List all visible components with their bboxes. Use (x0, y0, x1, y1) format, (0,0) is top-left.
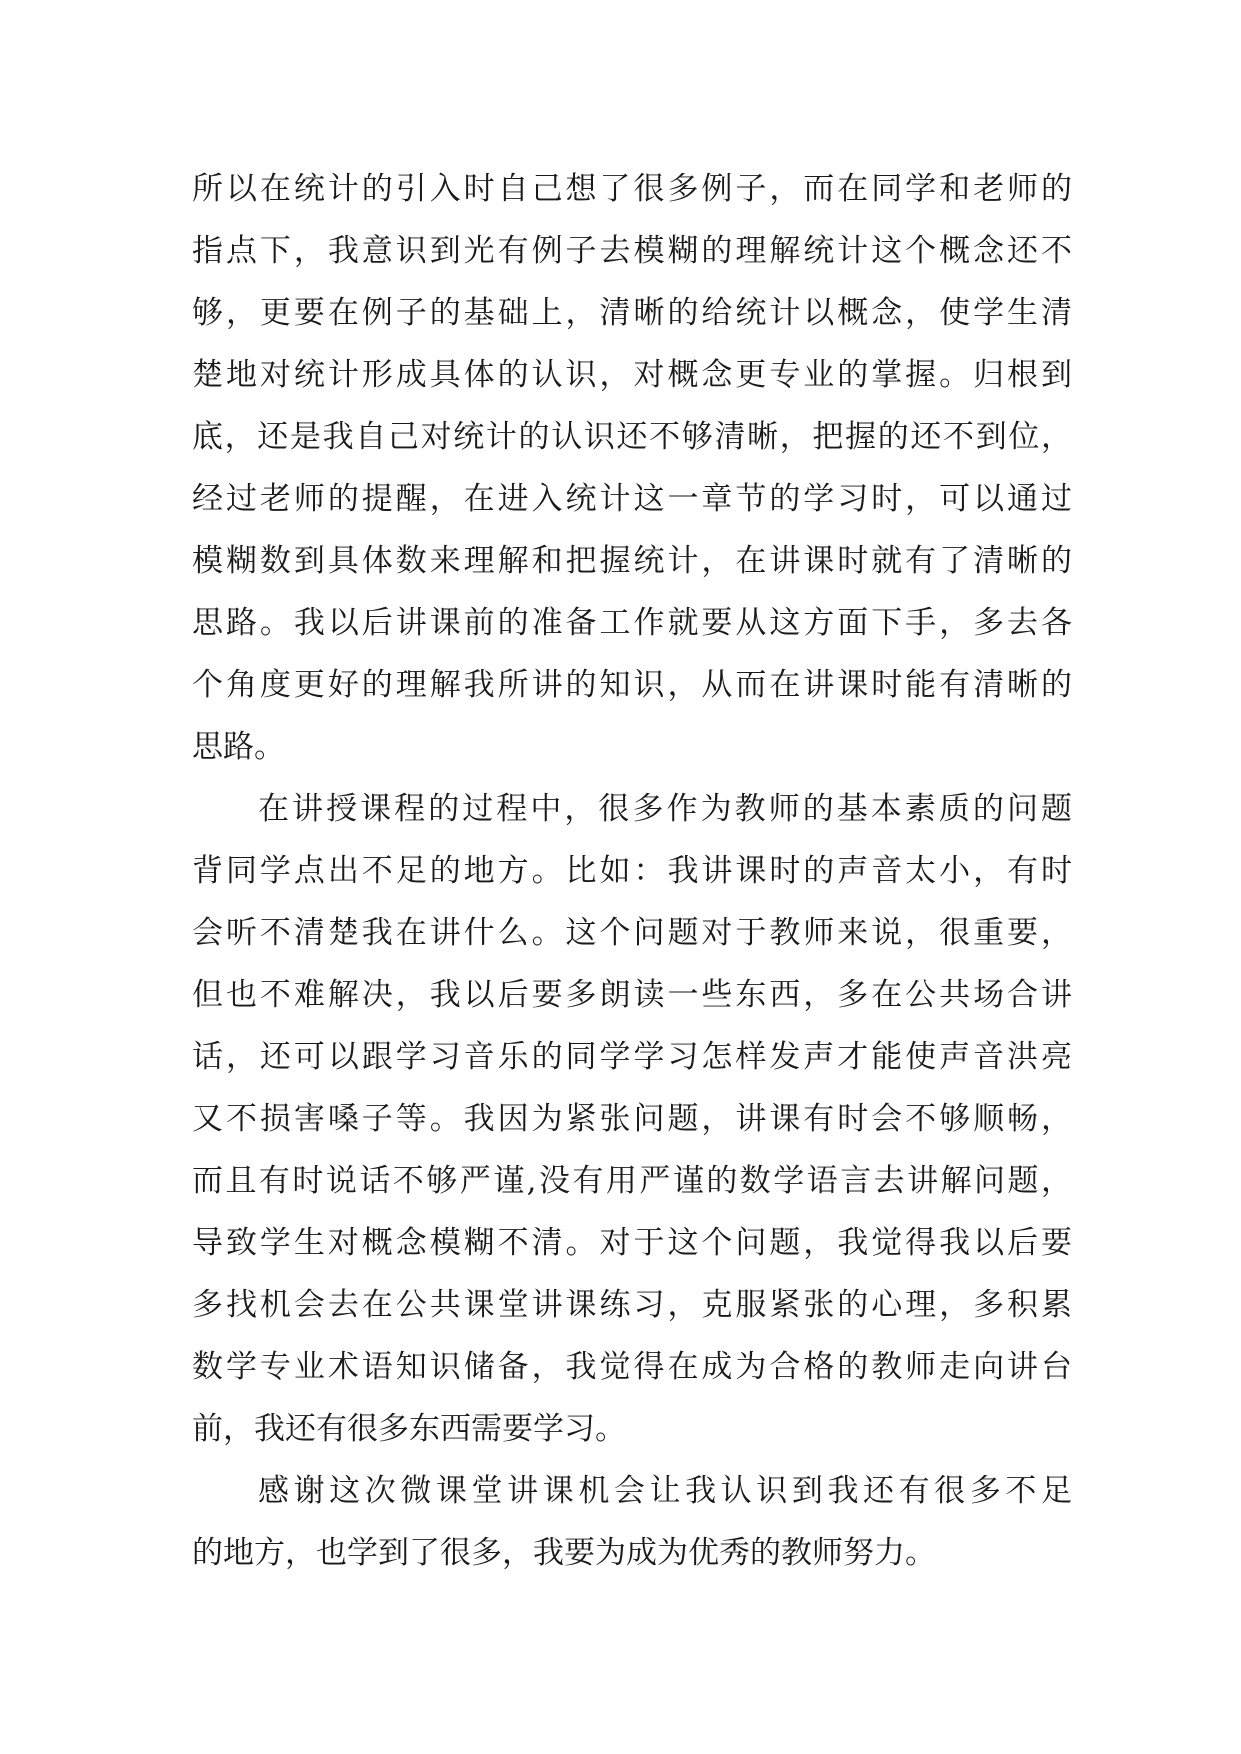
text-line: 楚地对统计形成具体的认识，对概念更专业的掌握。归根到 (192, 357, 1072, 393)
paragraph-3 (192, 1460, 1072, 1584)
paragraph-2 (192, 778, 1072, 1460)
text-line: 底，还是我自己对统计的认识还不够清晰，把握的还不到位， (192, 419, 1072, 455)
text-line: 经过老师的提醒，在进入统计这一章节的学习时，可以通过 (192, 481, 1072, 517)
text-line: 多找机会去在公共课堂讲课练习，克服紧张的心理，多积累 (192, 1287, 1072, 1323)
text-line: 的地方，也学到了很多，我要为成为优秀的教师努力。 (192, 1535, 936, 1571)
text-line: 指点下，我意识到光有例子去模糊的理解统计这个概念还不 (192, 233, 1072, 269)
text-line: 个角度更好的理解我所讲的知识，从而在讲课时能有清晰的 (192, 667, 1072, 703)
paragraph-1 (192, 158, 1072, 778)
text-line: 导致学生对概念模糊不清。对于这个问题，我觉得我以后要 (192, 1225, 1072, 1261)
text-line: 所以在统计的引入时自己想了很多例子，而在同学和老师的 (192, 171, 1072, 207)
text-line: 思路。 (192, 729, 285, 765)
text-line: 会听不清楚我在讲什么。这个问题对于教师来说，很重要， (192, 915, 1072, 951)
text-line: 思路。我以后讲课前的准备工作就要从这方面下手，多去各 (192, 605, 1072, 641)
text-line: 数学专业术语知识储备，我觉得在成为合格的教师走向讲台 (192, 1349, 1072, 1385)
text-line: 在讲授课程的过程中，很多作为教师的基本素质的问题 (258, 791, 1072, 827)
text-line: 背同学点出不足的地方。比如：我讲课时的声音太小，有时 (192, 853, 1072, 889)
text-line: 前，我还有很多东西需要学习。 (192, 1411, 626, 1447)
text-line: 够，更要在例子的基础上，清晰的给统计以概念，使学生清 (192, 295, 1072, 331)
document-body (192, 158, 1072, 1584)
text-line: 话，还可以跟学习音乐的同学学习怎样发声才能使声音洪亮 (192, 1039, 1072, 1075)
text-line: 但也不难解决，我以后要多朗读一些东西，多在公共场合讲 (192, 977, 1072, 1013)
text-line: 而且有时说话不够严谨,没有用严谨的数学语言去讲解问题， (192, 1163, 1072, 1199)
text-line: 又不损害嗓子等。我因为紧张问题，讲课有时会不够顺畅， (192, 1101, 1072, 1137)
text-line: 感谢这次微课堂讲课机会让我认识到我还有很多不足 (258, 1473, 1072, 1509)
text-line: 模糊数到具体数来理解和把握统计，在讲课时就有了清晰的 (192, 543, 1072, 579)
